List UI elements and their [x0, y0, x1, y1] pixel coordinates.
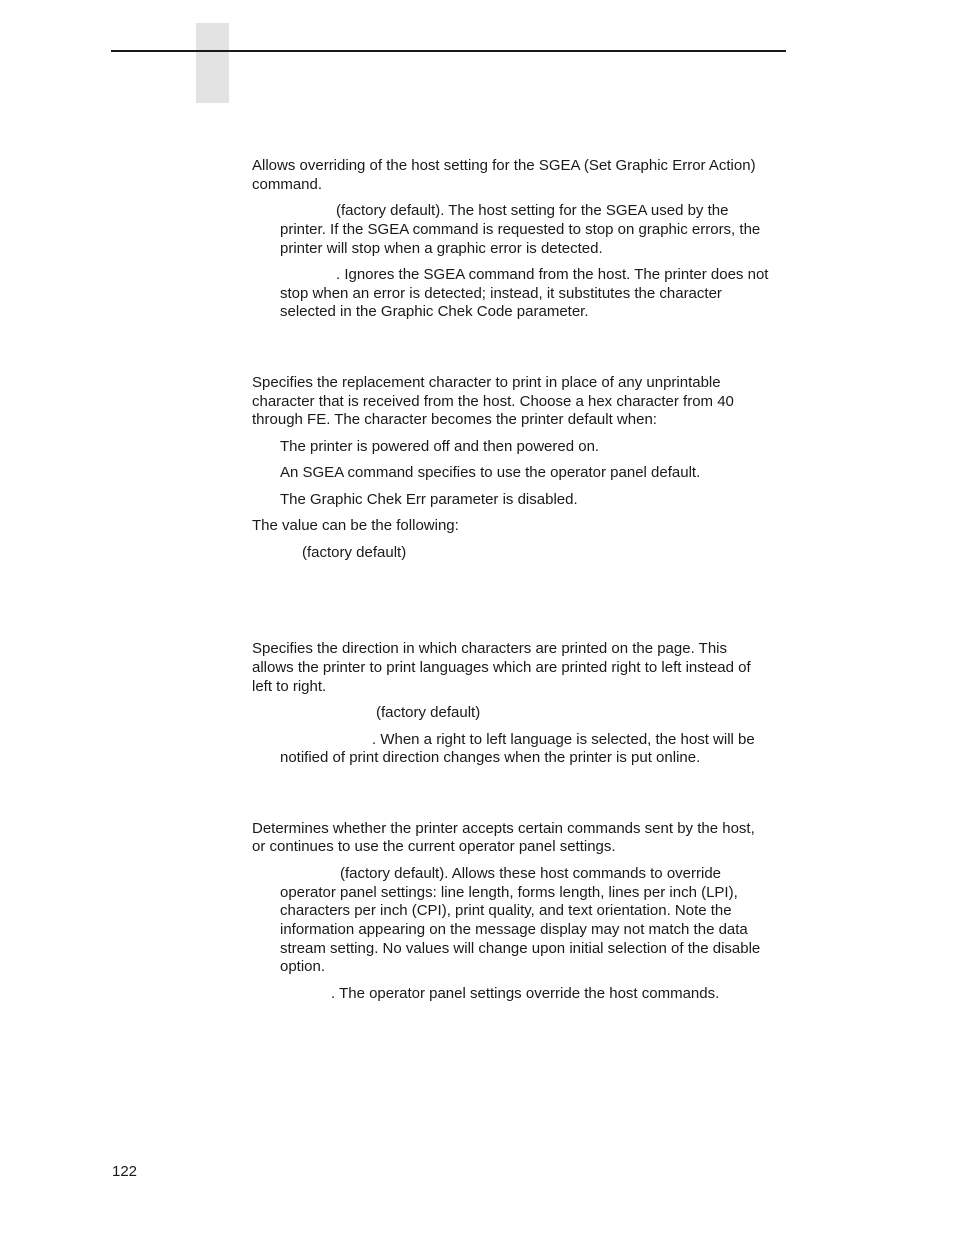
- section-4-description-line-1: Determines whether the printer accepts certain commands sent by the host,: [252, 820, 755, 837]
- section-4-option-1-line-4: information appearing on the message display may not match the data: [280, 921, 748, 938]
- section-1-option-1-line-2: printer. If the SGEA command is requested to stop on graphic errors, the: [280, 221, 761, 238]
- section-3-option-2-line-1: . When a right to left language is selected, the host will be: [372, 731, 755, 748]
- section-4-option-1-line-3: characters per inch (CPI), print quality, and text orientation. Note the: [280, 902, 732, 919]
- section-4-option-1-line-6: option.: [280, 958, 326, 975]
- section-3-option-2-line-2: notified of print direction changes when the printer is put online.: [280, 749, 701, 766]
- section-2-bullet-1: The printer is powered off and then powered on.: [280, 438, 600, 455]
- section-1-option-2-line-1: . Ignores the SGEA command from the host. The printer does not: [336, 266, 769, 283]
- section-1-option-2-line-3: selected in the Graphic Chek Code parameter.: [280, 303, 589, 320]
- section-2-value-default: (factory default): [302, 544, 407, 561]
- section-3-option-1-line-1: (factory default): [376, 704, 481, 721]
- chapter-tab: [196, 23, 229, 103]
- section-2-description-line-2: character that is received from the host. Choose a hex character from 40: [252, 393, 734, 410]
- section-4-option-1-line-2: operator panel settings: line length, forms length, lines per inch (LPI),: [280, 884, 738, 901]
- section-3-description-line-2: allows the printer to print languages which are printed right to left instead of: [252, 659, 751, 676]
- section-1-option-1-line-1: (factory default). The host setting for the SGEA used by the: [336, 202, 729, 219]
- section-1-option-2-line-2: stop when an error is detected; instead, it substitutes the character: [280, 285, 722, 302]
- section-2-bullet-3: The Graphic Chek Err parameter is disabled.: [280, 491, 578, 508]
- section-3-description-line-3: left to right.: [252, 678, 327, 695]
- section-2-description-line-3: through FE. The character becomes the printer default when:: [252, 411, 657, 428]
- section-4-description-line-2: or continues to use the current operator panel settings.: [252, 838, 616, 855]
- section-4-option-2-line-1: . The operator panel settings override the host commands.: [331, 985, 720, 1002]
- page-number: 122: [112, 1163, 138, 1180]
- section-2-value-intro: The value can be the following:: [252, 517, 459, 534]
- section-2-bullet-2: An SGEA command specifies to use the operator panel default.: [280, 464, 701, 481]
- section-4-option-1-line-5: stream setting. No values will change upon initial selection of the disable: [280, 940, 761, 957]
- section-2-description-line-1: Specifies the replacement character to print in place of any unprintable: [252, 374, 721, 391]
- section-1-description-line-2: command.: [252, 176, 323, 193]
- section-1-description-line-1: Allows overriding of the host setting for the SGEA (Set Graphic Error Action): [252, 157, 756, 174]
- section-3-description-line-1: Specifies the direction in which characters are printed on the page. This: [252, 640, 727, 657]
- section-4-option-1-line-1: (factory default). Allows these host commands to override: [340, 865, 722, 882]
- header-rule: [111, 50, 786, 52]
- section-1-option-1-line-3: printer will stop when a graphic error is detected.: [280, 240, 603, 257]
